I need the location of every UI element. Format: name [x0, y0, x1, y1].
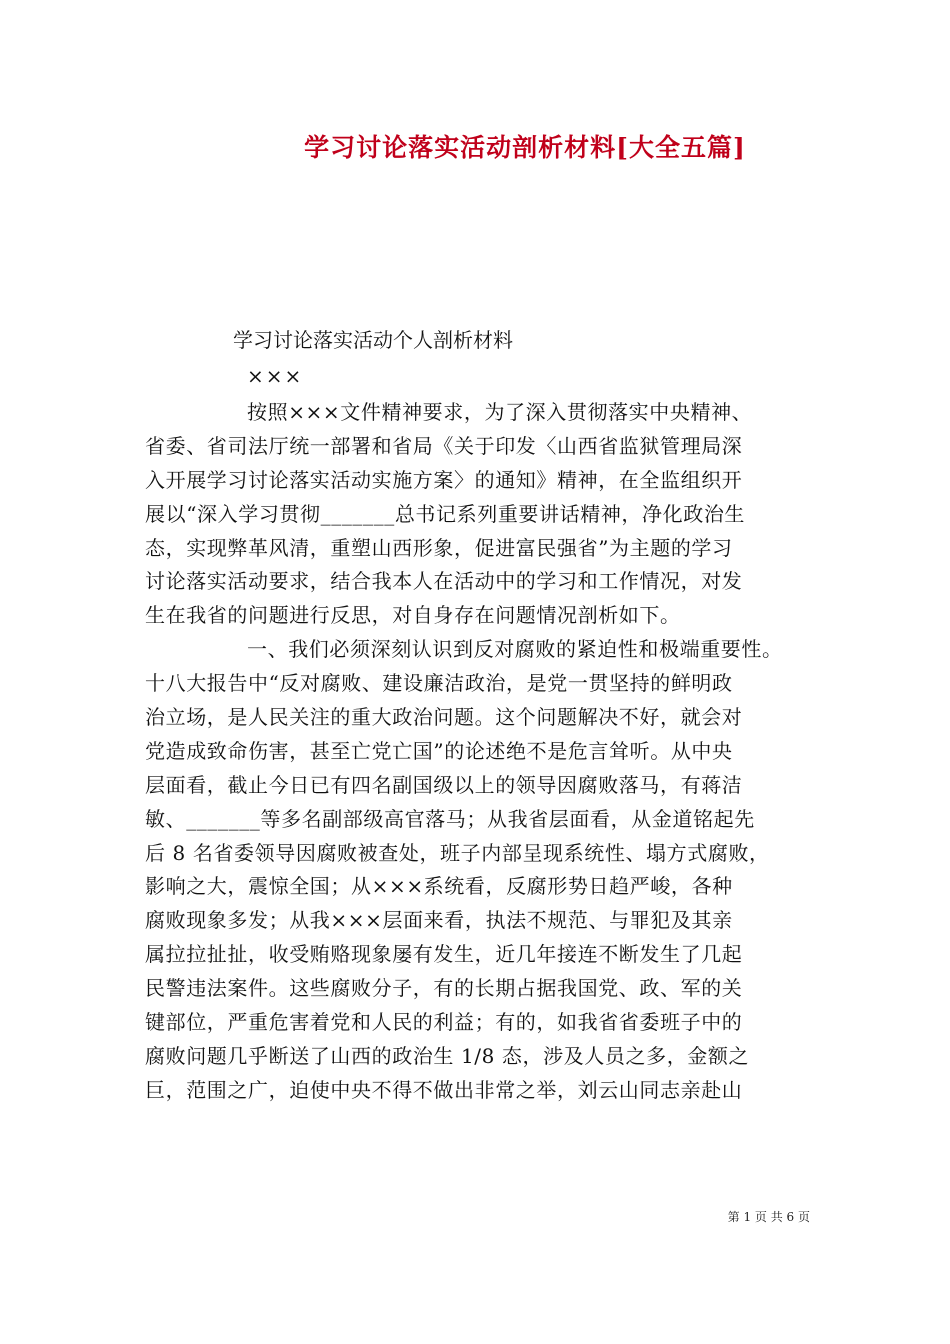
- body-line: 敏、_______等多名副部级高官落马；从我省层面看，从金道铭起先: [145, 806, 755, 831]
- document-title: 学习讨论落实活动剖析材料[大全五篇]: [304, 133, 746, 162]
- body-line: 巨，范围之广，迫使中央不得不做出非常之举，刘云山同志亲赴山: [145, 1077, 743, 1102]
- body-line: 影响之大，震惊全国；从×××系统看，反腐形势日趋严峻，各种: [145, 874, 733, 899]
- body-line: 一、我们必须深刻认识到反对腐败的紧迫性和极端重要性。: [247, 637, 783, 662]
- body-line: 按照×××文件精神要求，为了深入贯彻落实中央精神、: [247, 400, 753, 424]
- body-line: 生在我省的问题进行反思，对自身存在问题情况剖析如下。: [145, 603, 681, 628]
- body-line: 省委、省司法厅统一部署和省局《关于印发〈山西省监狱管理局深: [145, 433, 743, 458]
- body-line: 态，实现弊革风清，重塑山西形象，促进富民强省”为主题的学习: [145, 535, 733, 560]
- body-line: 入开展学习讨论落实活动实施方案〉的通知》精神，在全监组织开: [145, 467, 743, 492]
- body-line: 后 8 名省委领导因腐败被查处，班子内部呈现系统性、塌方式腐败，: [145, 840, 770, 865]
- page-number-footer: 第 1 页 共 6 页: [727, 1210, 810, 1224]
- body-line: 讨论落实活动要求，结合我本人在活动中的学习和工作情况，对发: [145, 569, 743, 594]
- body-line: 治立场，是人民关注的重大政治问题。这个问题解决不好，就会对: [145, 705, 743, 730]
- body-line: 层面看，截止今日已有四名副国级以上的领导因腐败落马，有蒋洁: [145, 772, 743, 797]
- body-line: 民警违法案件。这些腐败分子，有的长期占据我国党、政、军的关: [145, 976, 743, 1001]
- body-line: 属拉拉扯扯，收受贿赂现象屡有发生，近几年接连不断发生了几起: [145, 942, 743, 967]
- document-author: ×××: [247, 364, 304, 388]
- body-line: 展以“深入学习贯彻_______总书记系列重要讲话精神，净化政治生: [145, 501, 746, 526]
- document-body: [145, 396, 825, 1108]
- document-subtitle: 学习讨论落实活动个人剖析材料: [233, 328, 513, 352]
- body-line: 腐败问题几乎断送了山西的政治生 1/8 态，涉及人员之多，金额之: [145, 1043, 750, 1068]
- body-line: 十八大报告中“反对腐败、建设廉洁政治，是党一贯坚持的鲜明政: [145, 671, 733, 696]
- body-line: 腐败现象多发；从我×××层面来看，执法不规范、与罪犯及其亲: [145, 908, 733, 933]
- body-line: 党造成致命伤害，甚至亡党亡国”的论述绝不是危言耸听。从中央: [145, 738, 733, 763]
- body-line: 键部位，严重危害着党和人民的利益；有的，如我省省委班子中的: [145, 1010, 743, 1035]
